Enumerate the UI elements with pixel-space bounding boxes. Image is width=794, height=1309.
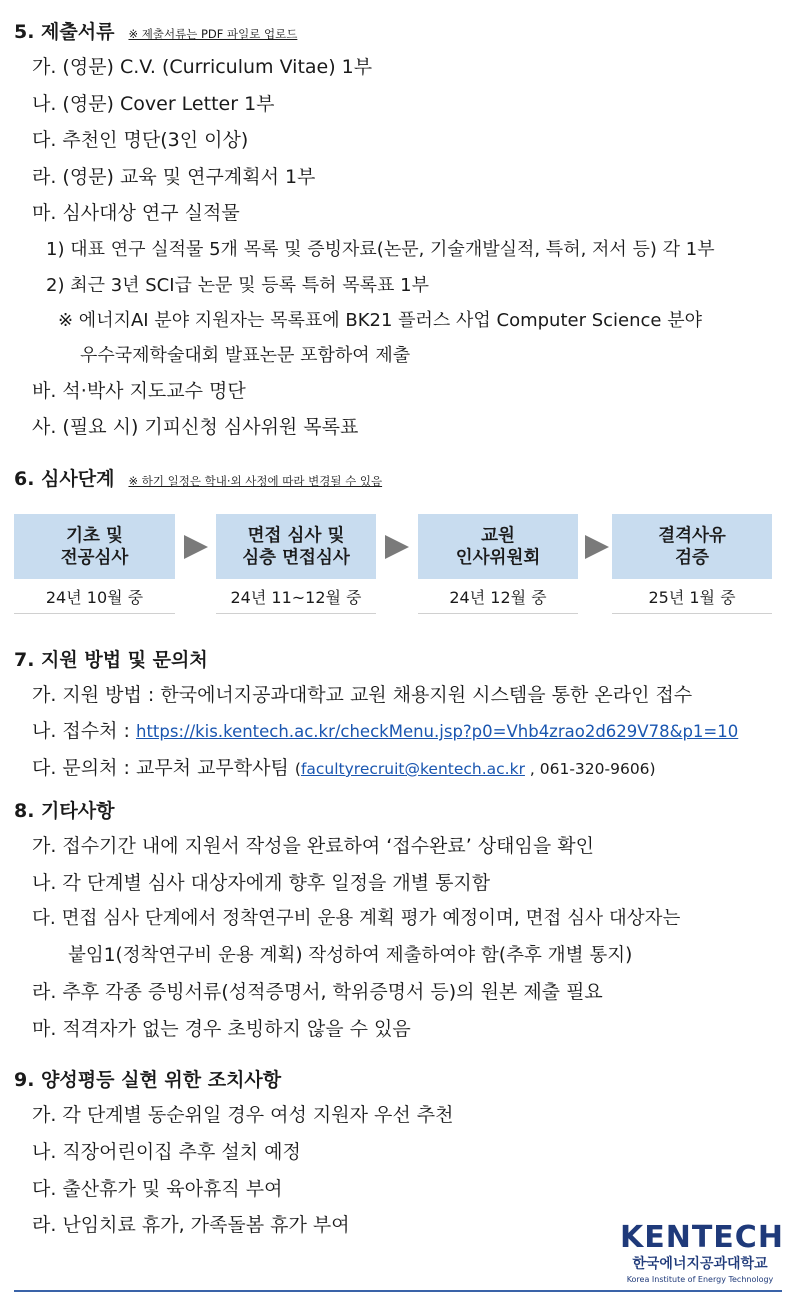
- s7-item-3-paren: (: [294, 760, 301, 778]
- s9-item-4: 라. 난임치료 휴가, 가족돌봄 휴가 부여: [32, 1214, 350, 1236]
- s8-item-4: 라. 추후 각종 증빙서류(성적증명서, 학위증명서 등)의 원본 제출 필요: [32, 981, 603, 1003]
- section-7-title: 7. 지원 방법 및 문의처: [14, 649, 208, 671]
- contact-email-link[interactable]: facultyrecruit@kentech.ac.kr: [300, 760, 525, 778]
- arrow-right-icon: [585, 535, 609, 559]
- s9-item-1: 가. 각 단계별 동순위일 경우 여성 지원자 우선 추천: [32, 1104, 454, 1126]
- s5-remark-line-1: ※ 에너지AI 분야 지원자는 목록표에 BK21 플러스 사업 Computer Science 분야: [58, 310, 702, 331]
- logo-mark: KENTECH: [620, 1220, 784, 1255]
- s5-item-6: 바. 석·박사 지도교수 명단: [32, 380, 246, 402]
- logo-english-name: Korea Institute of Energy Technology: [626, 1275, 774, 1284]
- section-5-heading: [14, 17, 297, 44]
- section-6-heading: [14, 464, 382, 491]
- section-5-title: 5. 제출서류: [14, 21, 115, 43]
- s8-item-5: 마. 적격자가 없는 경우 초빙하지 않을 수 있음: [32, 1018, 411, 1040]
- s5-subitem-2: 2) 최근 3년 SCI급 논문 및 등록 특허 목록표 1부: [46, 275, 429, 296]
- section-8-title: 8. 기타사항: [14, 800, 115, 822]
- step-1-box: [14, 514, 175, 579]
- step-4-box: [612, 514, 772, 579]
- s5-item-3: 다. 추천인 명단(3인 이상): [32, 129, 249, 151]
- s9-item-2: 나. 직장어린이집 추후 설치 예정: [32, 1141, 301, 1163]
- step-2-date: 24년 11~12월 중: [216, 580, 376, 614]
- s7-item-3: [32, 753, 656, 780]
- step-3-date: 24년 12월 중: [418, 580, 578, 614]
- step-3-line-2: 인사위원회: [455, 547, 541, 568]
- step-1-date: 24년 10월 중: [14, 580, 175, 614]
- step-3-line-1: 교원: [481, 525, 515, 546]
- arrow-right-icon: [184, 535, 208, 559]
- step-4-date: 25년 1월 중: [612, 580, 772, 614]
- s5-remark-line-2: 우수국제학술대회 발표논문 포함하여 제출: [80, 345, 411, 366]
- s7-item-2: [32, 716, 738, 743]
- step-2-line-1: 면접 심사 및: [247, 525, 345, 546]
- s8-item-3-line-2: 붙임1(정착연구비 운용 계획) 작성하여 제출하여야 함(추후 개별 통지): [68, 945, 633, 966]
- s5-item-2: 나. (영문) Cover Letter 1부: [32, 93, 275, 115]
- s7-item-2-label: 나. 접수처 :: [32, 720, 136, 742]
- step-2-box: [216, 514, 376, 579]
- step-1-line-1: 기초 및: [66, 525, 123, 546]
- s5-item-5: 마. 심사대상 연구 실적물: [32, 202, 240, 224]
- step-3-box: [418, 514, 578, 579]
- step-4-line-2: 검증: [675, 547, 709, 568]
- s8-item-1: 가. 접수기간 내에 지원서 작성을 완료하여 ‘접수완료’ 상태임을 확인: [32, 835, 594, 857]
- step-4-line-1: 결격사유: [658, 525, 726, 546]
- s7-item-3-label: 다. 문의처 : 교무처 교무학사팀: [32, 757, 295, 779]
- application-link[interactable]: https://kis.kentech.ac.kr/checkMenu.jsp?p0=Vhb4zrao2d629V78&p1=10: [135, 722, 739, 741]
- arrow-right-icon: [385, 535, 409, 559]
- logo-korean-name: 한국에너지공과대학교: [632, 1256, 768, 1272]
- s5-subitem-1: 1) 대표 연구 실적물 5개 목록 및 증빙자료(논문, 기술개발실적, 특허, 저서 등) 각 1부: [46, 239, 715, 260]
- section-5-note: ※ 제출서류는 PDF 파일로 업로드: [128, 27, 298, 41]
- s8-item-2: 나. 각 단계별 심사 대상자에게 향후 일정을 개별 통지함: [32, 872, 491, 894]
- kentech-logo: [620, 1220, 784, 1284]
- s8-item-3-line-1: 다. 면접 심사 단계에서 정착연구비 운용 계획 평가 예정이며, 면접 심사 대상자는: [32, 908, 681, 929]
- s5-item-1: 가. (영문) C.V. (Curriculum Vitae) 1부: [32, 56, 373, 78]
- footer-divider: [14, 1290, 782, 1292]
- step-1-line-2: 전공심사: [60, 547, 129, 568]
- s7-item-1: 가. 지원 방법 : 한국에너지공과대학교 교원 채용지원 시스템을 통한 온라인 접수: [32, 684, 693, 706]
- section-6-note: ※ 하기 일정은 학내·외 사정에 따라 변경될 수 있음: [128, 474, 383, 488]
- section-9-title: 9. 양성평등 실현 위한 조치사항: [14, 1069, 282, 1091]
- step-2-line-2: 심층 면접심사: [242, 547, 350, 568]
- section-6-title: 6. 심사단계: [14, 468, 115, 490]
- s5-item-7: 사. (필요 시) 기피신청 심사위원 목록표: [32, 416, 359, 438]
- s9-item-3: 다. 출산휴가 및 육아휴직 부여: [32, 1178, 283, 1200]
- s5-item-4: 라. (영문) 교육 및 연구계획서 1부: [32, 166, 316, 188]
- s7-item-3-tail: , 061-320-9606): [524, 760, 656, 778]
